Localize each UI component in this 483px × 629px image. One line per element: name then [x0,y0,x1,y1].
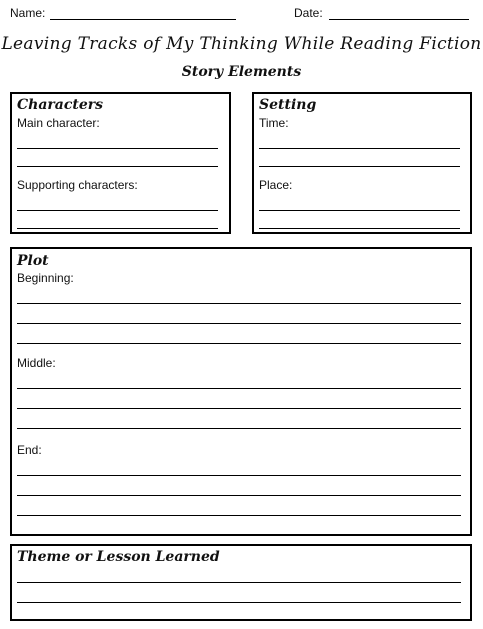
supporting-characters-label: Supporting characters: [17,178,138,192]
time-line-2[interactable] [259,166,460,167]
beginning-label: Beginning: [17,271,74,285]
place-line-2[interactable] [259,228,460,229]
end-line-1[interactable] [17,475,461,476]
place-line-1[interactable] [259,210,460,211]
date-field[interactable] [329,19,469,20]
beginning-line-3[interactable] [17,343,461,344]
plot-box [10,247,472,536]
main-character-label: Main character: [17,116,100,130]
supporting-characters-line-2[interactable] [17,228,218,229]
beginning-line-2[interactable] [17,323,461,324]
place-label: Place: [259,178,293,192]
end-label: End: [17,443,42,457]
theme-box [10,544,472,621]
theme-line-2[interactable] [17,602,461,603]
time-label: Time: [259,116,289,130]
setting-heading: Setting [259,97,317,113]
plot-heading: Plot [17,253,49,269]
characters-heading: Characters [17,97,103,113]
main-character-line-2[interactable] [17,166,218,167]
middle-line-1[interactable] [17,388,461,389]
page-subtitle: Story Elements [181,64,302,80]
end-line-2[interactable] [17,495,461,496]
middle-line-3[interactable] [17,428,461,429]
theme-heading: Theme or Lesson Learned [17,549,220,565]
time-line-1[interactable] [259,148,460,149]
name-label: Name: [10,6,46,20]
beginning-line-1[interactable] [17,303,461,304]
theme-line-1[interactable] [17,582,461,583]
supporting-characters-line-1[interactable] [17,210,218,211]
middle-label: Middle: [17,356,56,370]
date-label: Date: [294,6,323,20]
page-title: Leaving Tracks of My Thinking While Reading Fiction [1,34,482,54]
end-line-3[interactable] [17,515,461,516]
characters-box [10,92,231,234]
name-field[interactable] [50,19,236,20]
setting-box [252,92,472,234]
middle-line-2[interactable] [17,408,461,409]
main-character-line-1[interactable] [17,148,218,149]
